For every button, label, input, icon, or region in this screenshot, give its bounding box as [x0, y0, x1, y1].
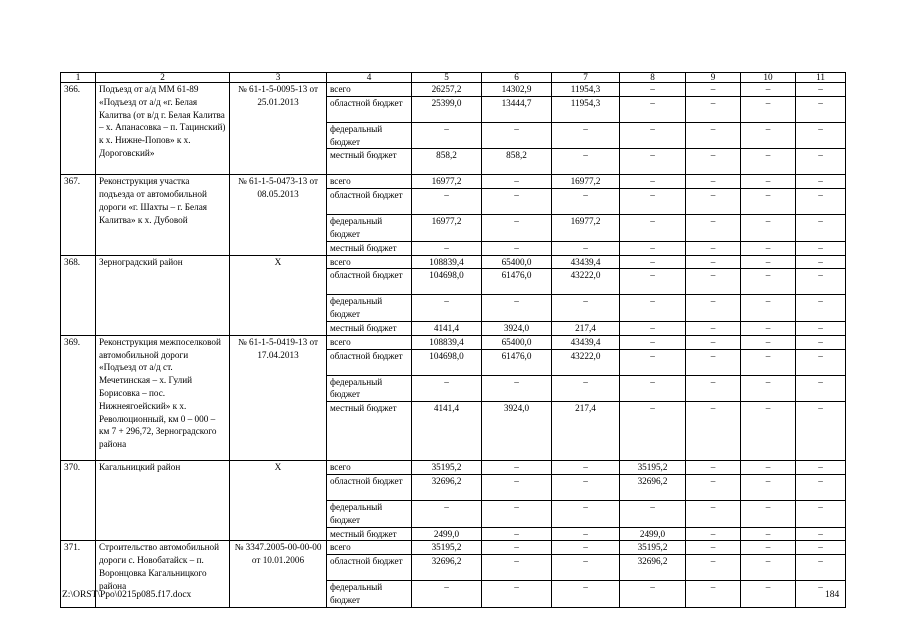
amount-cell: –: [741, 295, 796, 322]
amount-cell: –: [686, 581, 741, 608]
document-reference: Х: [230, 461, 327, 541]
amount-cell: –: [482, 189, 552, 215]
amount-cell: 858,2: [412, 149, 482, 175]
amount-cell: –: [741, 461, 796, 475]
item-number: 366.: [61, 83, 96, 175]
investment-table: [60, 72, 846, 608]
object-name: Реконструкция участка подъезда от автомобильной дороги «г. Шахты – г. Белая Калитва» к х. Дубовой: [96, 175, 230, 255]
amount-cell: –: [552, 474, 620, 500]
funding-source: всего: [327, 335, 412, 349]
amount-cell: –: [620, 241, 686, 255]
col-header-3: 3: [230, 73, 327, 83]
funding-source: всего: [327, 83, 412, 97]
amount-cell: –: [552, 375, 620, 402]
funding-source: областной бюджет: [327, 349, 412, 375]
funding-source: местный бюджет: [327, 321, 412, 335]
amount-cell: –: [620, 269, 686, 295]
amount-cell: –: [796, 295, 846, 322]
amount-cell: –: [412, 189, 482, 215]
amount-cell: –: [796, 149, 846, 175]
amount-cell: –: [552, 122, 620, 149]
object-name: Строительство автомобильной дороги с. Новобатайск – п. Воронцовка Кагальницкого района: [96, 541, 230, 607]
amount-cell: 43222,0: [552, 269, 620, 295]
amount-cell: 35195,2: [412, 461, 482, 475]
amount-cell: –: [686, 541, 741, 555]
amount-cell: –: [796, 255, 846, 269]
amount-cell: 61476,0: [482, 269, 552, 295]
amount-cell: 32696,2: [412, 555, 482, 581]
col-header-4: 4: [327, 73, 412, 83]
amount-cell: –: [412, 375, 482, 402]
col-header-6: 6: [482, 73, 552, 83]
amount-cell: 16977,2: [412, 215, 482, 242]
col-header-1: 1: [61, 73, 96, 83]
funding-source: федеральный бюджет: [327, 375, 412, 402]
amount-cell: –: [741, 175, 796, 189]
amount-cell: –: [620, 500, 686, 527]
amount-cell: –: [741, 402, 796, 461]
funding-source: федеральный бюджет: [327, 122, 412, 149]
item-number: 367.: [61, 175, 96, 255]
amount-cell: –: [796, 321, 846, 335]
amount-cell: –: [482, 500, 552, 527]
amount-cell: –: [552, 241, 620, 255]
funding-source: федеральный бюджет: [327, 295, 412, 322]
amount-cell: –: [741, 349, 796, 375]
col-header-5: 5: [412, 73, 482, 83]
amount-cell: –: [796, 189, 846, 215]
amount-cell: –: [796, 215, 846, 242]
item-number: 369.: [61, 335, 96, 460]
funding-source: местный бюджет: [327, 527, 412, 541]
amount-cell: –: [741, 269, 796, 295]
funding-source: областной бюджет: [327, 96, 412, 122]
amount-cell: –: [796, 122, 846, 149]
amount-cell: 43439,4: [552, 255, 620, 269]
col-header-7: 7: [552, 73, 620, 83]
amount-cell: –: [741, 215, 796, 242]
amount-cell: –: [741, 541, 796, 555]
table-row: [61, 175, 846, 189]
amount-cell: –: [686, 375, 741, 402]
funding-source: федеральный бюджет: [327, 215, 412, 242]
amount-cell: –: [686, 461, 741, 475]
funding-source: областной бюджет: [327, 555, 412, 581]
amount-cell: –: [482, 175, 552, 189]
amount-cell: –: [741, 500, 796, 527]
amount-cell: –: [796, 375, 846, 402]
amount-cell: –: [741, 375, 796, 402]
table-row: [61, 461, 846, 475]
amount-cell: –: [552, 555, 620, 581]
amount-cell: 11954,3: [552, 96, 620, 122]
object-name: Реконструкция межпоселковой автомобильной дороги «Подъезд от а/д ст. Мечетинская – х. Гулий Борисовка – пос. Нижнеягоейский» к х. Революционный, км 0 – 000 – км 7 + 296,72, Зерноградского района: [96, 335, 230, 460]
amount-cell: –: [796, 175, 846, 189]
amount-cell: –: [620, 255, 686, 269]
amount-cell: –: [620, 189, 686, 215]
amount-cell: –: [412, 241, 482, 255]
amount-cell: 108839,4: [412, 255, 482, 269]
amount-cell: 32696,2: [412, 474, 482, 500]
amount-cell: –: [482, 215, 552, 242]
amount-cell: –: [482, 474, 552, 500]
amount-cell: –: [686, 269, 741, 295]
object-name: Кагальницкий район: [96, 461, 230, 541]
amount-cell: –: [741, 149, 796, 175]
funding-source: областной бюджет: [327, 269, 412, 295]
col-header-10: 10: [741, 73, 796, 83]
amount-cell: –: [741, 241, 796, 255]
amount-cell: –: [620, 83, 686, 97]
amount-cell: –: [686, 295, 741, 322]
amount-cell: –: [686, 122, 741, 149]
amount-cell: –: [620, 96, 686, 122]
amount-cell: 35195,2: [620, 541, 686, 555]
amount-cell: –: [796, 335, 846, 349]
amount-cell: –: [620, 295, 686, 322]
amount-cell: –: [620, 402, 686, 461]
object-name: Подъезд от а/д ММ 61-89 «Подъезд от а/д «г. Белая Калитва (от в/д г. Белая Калитва – х. Апанасовка – п. Тацинский) к х. Нижне-Попов» к х. Дороговский»: [96, 83, 230, 175]
amount-cell: –: [686, 175, 741, 189]
table-row: [61, 541, 846, 555]
amount-cell: –: [620, 149, 686, 175]
amount-cell: –: [412, 295, 482, 322]
amount-cell: 3924,0: [482, 402, 552, 461]
amount-cell: –: [796, 500, 846, 527]
amount-cell: –: [686, 83, 741, 97]
amount-cell: 3924,0: [482, 321, 552, 335]
amount-cell: 43222,0: [552, 349, 620, 375]
funding-source: федеральный бюджет: [327, 581, 412, 608]
page-number: 184: [825, 590, 840, 600]
amount-cell: –: [686, 149, 741, 175]
amount-cell: –: [796, 461, 846, 475]
amount-cell: 11954,3: [552, 83, 620, 97]
amount-cell: –: [412, 122, 482, 149]
amount-cell: –: [741, 189, 796, 215]
amount-cell: –: [552, 500, 620, 527]
document-reference: № 3347.2005-00-00-00 от 10.01.2006: [230, 541, 327, 607]
amount-cell: 858,2: [482, 149, 552, 175]
amount-cell: –: [741, 321, 796, 335]
amount-cell: –: [686, 335, 741, 349]
amount-cell: –: [482, 541, 552, 555]
item-number: 370.: [61, 461, 96, 541]
amount-cell: 108839,4: [412, 335, 482, 349]
amount-cell: 4141,4: [412, 402, 482, 461]
amount-cell: 13444,7: [482, 96, 552, 122]
amount-cell: 14302,9: [482, 83, 552, 97]
amount-cell: –: [482, 241, 552, 255]
amount-cell: –: [412, 500, 482, 527]
funding-source: всего: [327, 255, 412, 269]
amount-cell: –: [686, 402, 741, 461]
funding-source: местный бюджет: [327, 241, 412, 255]
amount-cell: –: [796, 402, 846, 461]
object-name: Зерноградский район: [96, 255, 230, 335]
amount-cell: –: [620, 215, 686, 242]
table-row: [61, 335, 846, 349]
amount-cell: –: [552, 461, 620, 475]
amount-cell: 4141,4: [412, 321, 482, 335]
amount-cell: 43439,4: [552, 335, 620, 349]
amount-cell: –: [552, 295, 620, 322]
amount-cell: –: [412, 581, 482, 608]
amount-cell: –: [796, 241, 846, 255]
amount-cell: –: [620, 375, 686, 402]
amount-cell: –: [482, 527, 552, 541]
amount-cell: –: [686, 96, 741, 122]
amount-cell: –: [796, 269, 846, 295]
document-reference: Х: [230, 255, 327, 335]
col-header-2: 2: [96, 73, 230, 83]
amount-cell: 61476,0: [482, 349, 552, 375]
column-number-row: [61, 73, 846, 83]
amount-cell: 65400,0: [482, 255, 552, 269]
amount-cell: –: [796, 349, 846, 375]
funding-source: всего: [327, 541, 412, 555]
amount-cell: –: [741, 122, 796, 149]
amount-cell: –: [796, 474, 846, 500]
amount-cell: –: [796, 555, 846, 581]
amount-cell: 217,4: [552, 402, 620, 461]
amount-cell: –: [552, 189, 620, 215]
amount-cell: –: [482, 375, 552, 402]
amount-cell: –: [796, 527, 846, 541]
col-header-11: 11: [796, 73, 846, 83]
amount-cell: –: [686, 321, 741, 335]
amount-cell: 16977,2: [552, 215, 620, 242]
funding-source: местный бюджет: [327, 149, 412, 175]
amount-cell: –: [686, 349, 741, 375]
amount-cell: –: [741, 527, 796, 541]
amount-cell: –: [620, 122, 686, 149]
amount-cell: 32696,2: [620, 474, 686, 500]
document-reference: № 61-1-5-0419-13 от 17.04.2013: [230, 335, 327, 460]
amount-cell: –: [482, 461, 552, 475]
amount-cell: –: [686, 215, 741, 242]
table-row: [61, 255, 846, 269]
item-number: 368.: [61, 255, 96, 335]
funding-source: всего: [327, 461, 412, 475]
amount-cell: –: [796, 541, 846, 555]
funding-source: федеральный бюджет: [327, 500, 412, 527]
amount-cell: –: [741, 555, 796, 581]
item-number: 371.: [61, 541, 96, 607]
amount-cell: –: [482, 295, 552, 322]
document-reference: № 61-1-5-0473-13 от 08.05.2013: [230, 175, 327, 255]
footer-file-path: Z:\ORST\Ppo\0215p085.f17.docx: [62, 590, 192, 600]
amount-cell: 16977,2: [412, 175, 482, 189]
amount-cell: 65400,0: [482, 335, 552, 349]
amount-cell: 35195,2: [620, 461, 686, 475]
amount-cell: –: [741, 581, 796, 608]
funding-source: областной бюджет: [327, 474, 412, 500]
col-header-8: 8: [620, 73, 686, 83]
amount-cell: –: [482, 555, 552, 581]
amount-cell: –: [552, 541, 620, 555]
amount-cell: 104698,0: [412, 269, 482, 295]
amount-cell: 32696,2: [620, 555, 686, 581]
amount-cell: 25399,0: [412, 96, 482, 122]
amount-cell: –: [686, 527, 741, 541]
amount-cell: –: [482, 581, 552, 608]
amount-cell: 35195,2: [412, 541, 482, 555]
col-header-9: 9: [686, 73, 741, 83]
amount-cell: 104698,0: [412, 349, 482, 375]
amount-cell: –: [552, 581, 620, 608]
amount-cell: 217,4: [552, 321, 620, 335]
amount-cell: –: [741, 335, 796, 349]
amount-cell: –: [620, 335, 686, 349]
amount-cell: –: [620, 581, 686, 608]
amount-cell: –: [552, 527, 620, 541]
table-row: [61, 83, 846, 97]
amount-cell: –: [686, 555, 741, 581]
amount-cell: –: [741, 96, 796, 122]
amount-cell: –: [796, 83, 846, 97]
amount-cell: –: [482, 122, 552, 149]
amount-cell: –: [796, 96, 846, 122]
amount-cell: –: [686, 500, 741, 527]
amount-cell: –: [620, 349, 686, 375]
amount-cell: 2499,0: [620, 527, 686, 541]
amount-cell: 16977,2: [552, 175, 620, 189]
amount-cell: –: [741, 83, 796, 97]
funding-source: областной бюджет: [327, 189, 412, 215]
amount-cell: –: [686, 474, 741, 500]
amount-cell: –: [796, 581, 846, 608]
amount-cell: –: [686, 241, 741, 255]
amount-cell: –: [686, 255, 741, 269]
amount-cell: –: [620, 321, 686, 335]
document-reference: № 61-1-5-0095-13 от 25.01.2013: [230, 83, 327, 175]
amount-cell: –: [620, 175, 686, 189]
amount-cell: –: [741, 255, 796, 269]
amount-cell: –: [741, 474, 796, 500]
funding-source: местный бюджет: [327, 402, 412, 461]
amount-cell: –: [686, 189, 741, 215]
amount-cell: 26257,2: [412, 83, 482, 97]
funding-source: всего: [327, 175, 412, 189]
amount-cell: –: [552, 149, 620, 175]
amount-cell: 2499,0: [412, 527, 482, 541]
